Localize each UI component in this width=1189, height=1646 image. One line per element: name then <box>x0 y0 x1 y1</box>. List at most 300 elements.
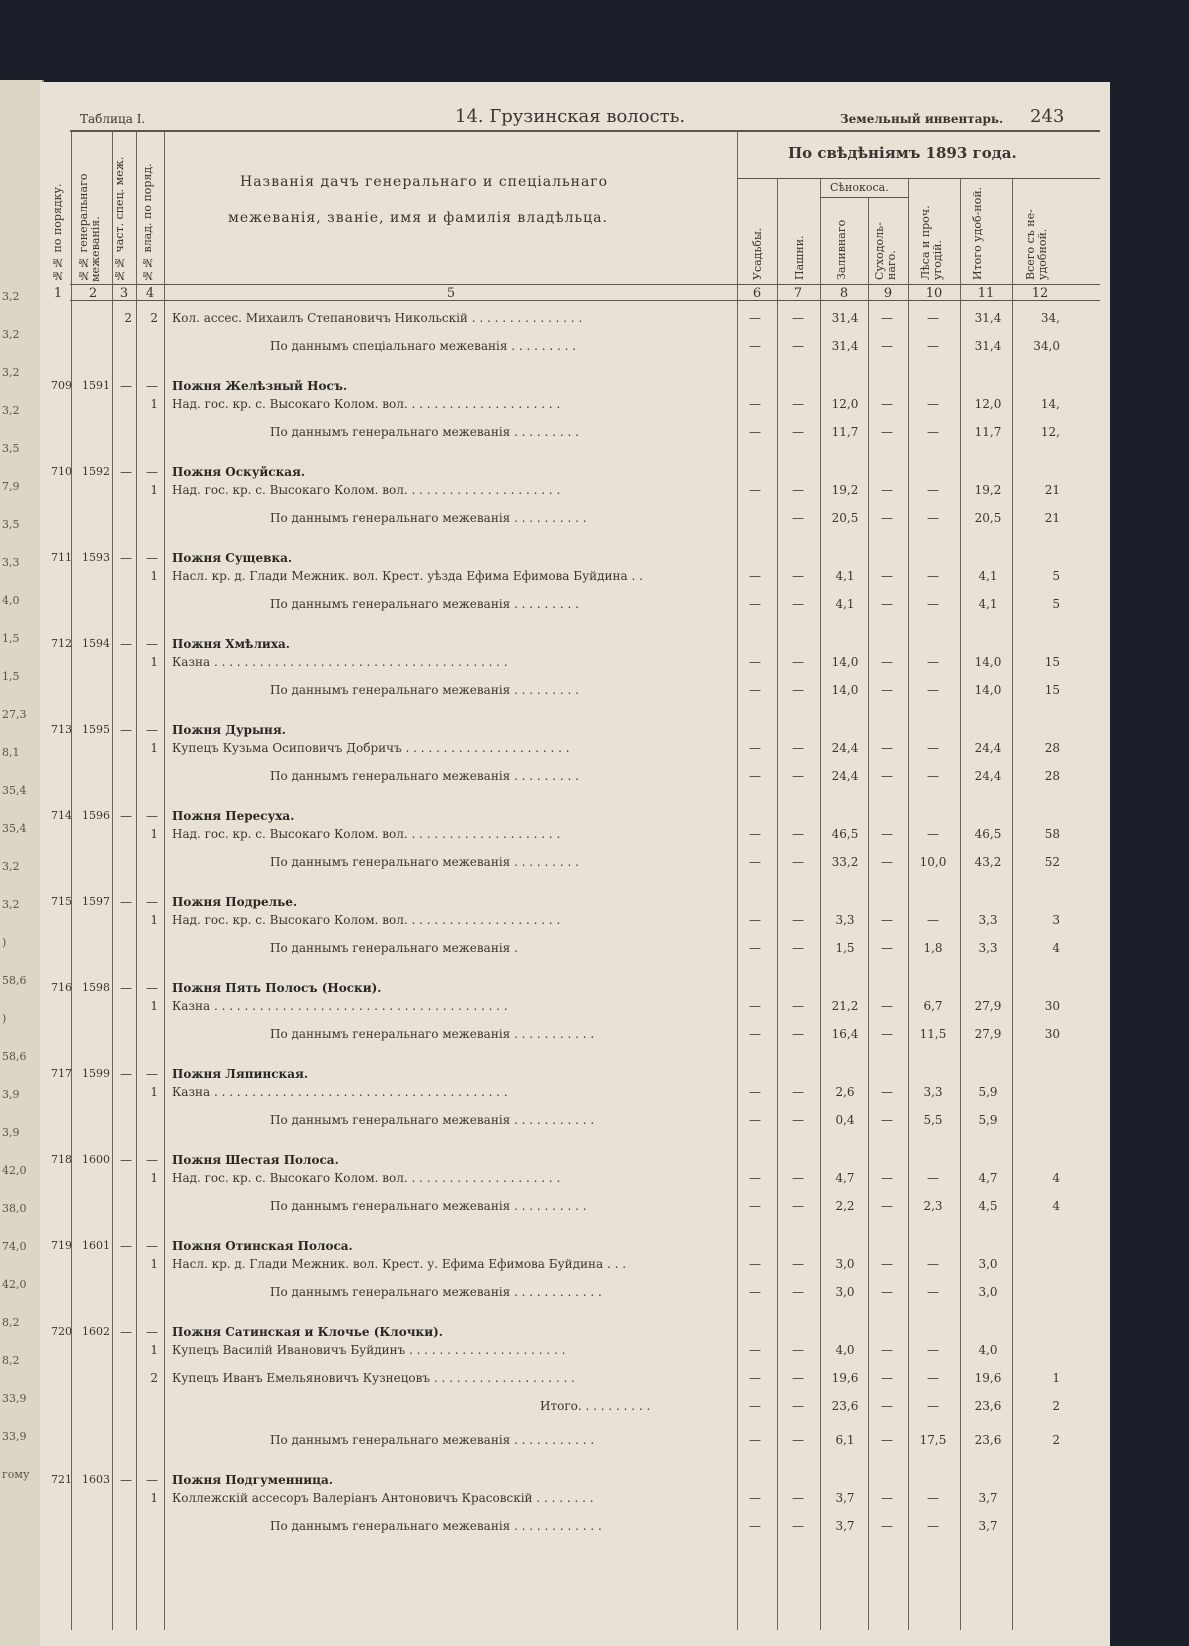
forest-value: — <box>927 683 939 697</box>
group-header: По свѣдѣніямъ 1893 года. <box>788 144 1017 162</box>
owner-number: 1 <box>150 1257 158 1271</box>
margin-number: 58,6 <box>2 974 27 987</box>
owner-number: 1 <box>150 741 158 755</box>
total-useful-value: 24,4 <box>974 769 1002 783</box>
survey-line: По даннымъ генеральнаго межеванія . . . . . . . . . <box>270 855 579 869</box>
total-useful-value: 12,0 <box>974 397 1002 411</box>
dry-hay-value: — <box>881 1519 893 1533</box>
dry-hay-value: — <box>881 855 893 869</box>
forest-value: — <box>927 1519 939 1533</box>
table-row <box>40 422 1110 446</box>
col8-header: Заливнаго <box>835 219 848 280</box>
parcel-name: Пожня Хмѣлиха. <box>172 637 290 651</box>
survey-line: Итого. . . . . . . . . . <box>540 1399 651 1413</box>
grand-total-value: 34,0 <box>1033 339 1060 353</box>
survey-line: По даннымъ генеральнаго межеванія . <box>270 941 518 955</box>
header-bottom-rule <box>70 284 1100 285</box>
survey-line: По даннымъ генеральнаго межеванія . . . . . . . . . . . <box>270 1027 595 1041</box>
table-row <box>40 852 1110 876</box>
forest-value: — <box>927 1399 939 1413</box>
table-row <box>40 1430 1110 1454</box>
table-row <box>40 566 1110 590</box>
total-useful-value: 4,5 <box>978 1199 998 1213</box>
flooded-hay-value: 4,1 <box>835 597 855 611</box>
estates-value: — <box>749 1285 761 1299</box>
forest-value: 10,0 <box>919 855 947 869</box>
colnum-11: 11 <box>977 286 995 301</box>
dry-hay-value: — <box>881 597 893 611</box>
dry-hay-value: — <box>881 655 893 669</box>
margin-number: 58,6 <box>2 1050 27 1063</box>
estates-value: — <box>749 941 761 955</box>
col5-header-line1: Названія дачъ генеральнаго и спеціальнаго <box>240 174 609 190</box>
flooded-hay-value: 3,0 <box>835 1285 855 1299</box>
grand-total-value: 4 <box>1052 1199 1060 1213</box>
flooded-hay-value: 31,4 <box>831 339 859 353</box>
margin-number: ) <box>2 936 7 949</box>
total-useful-value: 23,6 <box>974 1399 1002 1413</box>
flooded-hay-value: 3,7 <box>835 1519 855 1533</box>
col2-header: №№ генеральнаго межеванія. <box>77 173 102 282</box>
estates-value: — <box>749 1433 761 1447</box>
arable-value: — <box>792 855 804 869</box>
survey-line: По даннымъ генеральнаго межеванія . . . . . . . . . <box>270 769 579 783</box>
hay-rule <box>820 197 908 198</box>
dry-hay-value: — <box>881 827 893 841</box>
total-useful-value: 3,7 <box>978 1491 998 1505</box>
table-row <box>40 1282 1110 1306</box>
table-row <box>40 766 1110 790</box>
forest-value: — <box>927 1285 939 1299</box>
total-useful-value: 27,9 <box>974 1027 1002 1041</box>
owner-line: Казна . . . . . . . . . . . . . . . . . . . . . . . . . . . . . . . . . . . . . . . <box>172 655 508 669</box>
col12-header: Всего съ не-удобной. <box>1024 209 1049 280</box>
arable-value: — <box>792 1433 804 1447</box>
estates-value: — <box>749 655 761 669</box>
estates-value: — <box>749 999 761 1013</box>
estates-value: — <box>749 311 761 325</box>
general-survey-number: 1599 <box>82 1067 110 1080</box>
estates-value: — <box>749 1399 761 1413</box>
margin-number: 42,0 <box>2 1164 27 1177</box>
forest-value: — <box>927 655 939 669</box>
table-row <box>40 336 1110 360</box>
flooded-hay-value: 2,6 <box>835 1085 855 1099</box>
special-survey-number: — <box>120 809 132 823</box>
special-survey-number: 2 <box>124 311 132 325</box>
flooded-hay-value: 33,2 <box>831 855 859 869</box>
estates-value: — <box>749 1257 761 1271</box>
estates-value: — <box>749 855 761 869</box>
col7-header: Пашни. <box>793 235 806 280</box>
owner-line: Насл. кр. д. Глади Межник. вол. Крест. у. Ефима Ефимова Буйдина . . . <box>172 1257 627 1271</box>
grand-total-value: 52 <box>1044 855 1060 869</box>
dry-hay-value: — <box>881 311 893 325</box>
owner-number: — <box>146 637 158 651</box>
general-survey-number: 1603 <box>82 1473 110 1486</box>
flooded-hay-value: 4,1 <box>835 569 855 583</box>
total-useful-value: 19,6 <box>974 1371 1002 1385</box>
estates-value: — <box>749 1371 761 1385</box>
margin-number: 38,0 <box>2 1202 27 1215</box>
forest-value: — <box>927 397 939 411</box>
owner-number: — <box>146 465 158 479</box>
row-number: 711 <box>51 551 72 564</box>
forest-value: — <box>927 311 939 325</box>
survey-line: По даннымъ генеральнаго межеванія . . . . . . . . . . . . <box>270 1285 602 1299</box>
margin-number: гому <box>2 1468 30 1481</box>
total-useful-value: 31,4 <box>974 311 1002 325</box>
arable-value: — <box>792 511 804 525</box>
header-rule <box>70 130 1100 132</box>
arable-value: — <box>792 769 804 783</box>
margin-number: 3,2 <box>2 860 20 873</box>
total-useful-value: 4,1 <box>978 597 998 611</box>
margin-number: 8,2 <box>2 1354 20 1367</box>
parcel-name: Пожня Отинская Полоса. <box>172 1239 353 1253</box>
arable-value: — <box>792 1399 804 1413</box>
forest-value: — <box>927 597 939 611</box>
arable-value: — <box>792 1371 804 1385</box>
total-useful-value: 4,7 <box>978 1171 998 1185</box>
flooded-hay-value: 2,2 <box>835 1199 855 1213</box>
dry-hay-value: — <box>881 741 893 755</box>
owner-number: 1 <box>150 1085 158 1099</box>
special-survey-number: — <box>120 723 132 737</box>
grand-total-value: 58 <box>1044 827 1060 841</box>
estates-value: — <box>749 1343 761 1357</box>
general-survey-number: 1597 <box>82 895 110 908</box>
total-useful-value: 4,0 <box>978 1343 998 1357</box>
forest-value: — <box>927 511 939 525</box>
table-row <box>40 824 1110 848</box>
row-number: 721 <box>51 1473 72 1486</box>
forest-value: 2,3 <box>923 1199 943 1213</box>
arable-value: — <box>792 827 804 841</box>
forest-value: 6,7 <box>923 999 943 1013</box>
margin-number: 1,5 <box>2 632 20 645</box>
arable-value: — <box>792 1285 804 1299</box>
estates-value: — <box>749 769 761 783</box>
forest-value: — <box>927 339 939 353</box>
table-row <box>40 1024 1110 1048</box>
total-useful-value: 24,4 <box>974 741 1002 755</box>
forest-value: — <box>927 741 939 755</box>
row-number: 717 <box>51 1067 72 1080</box>
row-number: 710 <box>51 465 72 478</box>
margin-number: 35,4 <box>2 784 27 797</box>
total-useful-value: 43,2 <box>974 855 1002 869</box>
total-useful-value: 3,0 <box>978 1257 998 1271</box>
flooded-hay-value: 14,0 <box>831 683 859 697</box>
estates-value: — <box>749 1027 761 1041</box>
arable-value: — <box>792 483 804 497</box>
arable-value: — <box>792 1491 804 1505</box>
arable-value: — <box>792 1113 804 1127</box>
forest-value: — <box>927 425 939 439</box>
dry-hay-value: — <box>881 1027 893 1041</box>
special-survey-number: — <box>120 465 132 479</box>
estates-value: — <box>749 569 761 583</box>
margin-number: 74,0 <box>2 1240 27 1253</box>
table-row <box>40 1196 1110 1220</box>
special-survey-number: — <box>120 1067 132 1081</box>
forest-value: — <box>927 1371 939 1385</box>
table-row <box>40 480 1110 504</box>
grand-total-value: 12, <box>1040 425 1060 439</box>
total-useful-value: 19,2 <box>974 483 1002 497</box>
col5-header-line2: межеванія, званіе, имя и фамилія владѣльца. <box>228 210 608 226</box>
owner-number: — <box>146 723 158 737</box>
hay-group-header: Сѣнокоса. <box>830 181 889 194</box>
margin-number: 35,4 <box>2 822 27 835</box>
flooded-hay-value: 23,6 <box>831 1399 859 1413</box>
parcel-name: Пожня Оскуйская. <box>172 465 306 479</box>
table-row <box>40 1396 1110 1420</box>
margin-number: 3,2 <box>2 290 20 303</box>
survey-line: По даннымъ генеральнаго межеванія . . . . . . . . . . . <box>270 1433 595 1447</box>
general-survey-number: 1591 <box>82 379 110 392</box>
page-number: 243 <box>1030 106 1065 127</box>
dry-hay-value: — <box>881 913 893 927</box>
total-useful-value: 4,1 <box>978 569 998 583</box>
grand-total-value: 4 <box>1052 941 1060 955</box>
grand-total-value: 15 <box>1044 655 1060 669</box>
general-survey-number: 1602 <box>82 1325 110 1338</box>
special-survey-number: — <box>120 379 132 393</box>
owner-number: 1 <box>150 397 158 411</box>
owner-line: Над. гос. кр. с. Высокаго Колом. вол. . . . . . . . . . . . . . . . . . . . . <box>172 483 561 497</box>
margin-number: 42,0 <box>2 1278 27 1291</box>
col4-header: №№ влад. по поряд. <box>141 163 154 282</box>
arable-value: — <box>792 941 804 955</box>
arable-value: — <box>792 655 804 669</box>
dry-hay-value: — <box>881 1491 893 1505</box>
forest-value: — <box>927 1257 939 1271</box>
owner-number: 1 <box>150 655 158 669</box>
dry-hay-value: — <box>881 569 893 583</box>
estates-value: — <box>749 597 761 611</box>
survey-line: По даннымъ генеральнаго межеванія . . . . . . . . . <box>270 425 579 439</box>
arable-value: — <box>792 913 804 927</box>
col6-header: Усадьбы. <box>751 227 764 280</box>
colnum-6: 6 <box>752 286 762 301</box>
owner-number: — <box>146 1473 158 1487</box>
col3-header: №№ част. спец. меж. <box>113 156 126 282</box>
forest-value: — <box>927 1343 939 1357</box>
col1-header: №№ по порядку. <box>51 183 64 282</box>
grand-total-value: 2 <box>1052 1399 1060 1413</box>
owner-number: 1 <box>150 913 158 927</box>
dry-hay-value: — <box>881 1343 893 1357</box>
owner-number: 1 <box>150 569 158 583</box>
grand-total-value: 5 <box>1052 569 1060 583</box>
arable-value: — <box>792 1199 804 1213</box>
flooded-hay-value: 24,4 <box>831 769 859 783</box>
special-survey-number: — <box>120 1239 132 1253</box>
total-useful-value: 20,5 <box>974 511 1002 525</box>
special-survey-number: — <box>120 981 132 995</box>
owner-number: — <box>146 379 158 393</box>
margin-number: ) <box>2 1012 7 1025</box>
margin-number: 3,2 <box>2 898 20 911</box>
margin-number: 1,5 <box>2 670 20 683</box>
survey-line: По даннымъ генеральнаго межеванія . . . . . . . . . <box>270 683 579 697</box>
flooded-hay-value: 1,5 <box>835 941 855 955</box>
row-number: 719 <box>51 1239 72 1252</box>
parcel-name: Пожня Пять Полосъ (Носки). <box>172 981 382 995</box>
owner-number: 1 <box>150 999 158 1013</box>
total-useful-value: 31,4 <box>974 339 1002 353</box>
owner-line: Казна . . . . . . . . . . . . . . . . . . . . . . . . . . . . . . . . . . . . . . . <box>172 1085 508 1099</box>
margin-number: 7,9 <box>2 480 20 493</box>
survey-line: По даннымъ генеральнаго межеванія . . . . . . . . . . <box>270 1199 587 1213</box>
grand-total-value: 34, <box>1040 311 1060 325</box>
forest-value: — <box>927 769 939 783</box>
row-number: 709 <box>51 379 72 392</box>
parcel-name: Пожня Подгуменница. <box>172 1473 333 1487</box>
owner-line: Над. гос. кр. с. Высокаго Колом. вол. . . . . . . . . . . . . . . . . . . . . <box>172 913 561 927</box>
parcel-name: Пожня Шестая Полоса. <box>172 1153 339 1167</box>
flooded-hay-value: 3,3 <box>835 913 855 927</box>
colnum-8: 8 <box>839 286 849 301</box>
table-row <box>40 1110 1110 1134</box>
owner-number: 1 <box>150 483 158 497</box>
col10-header: Лѣса и проч. угодій. <box>919 205 944 280</box>
colnum-1: 1 <box>53 286 63 301</box>
general-survey-number: 1601 <box>82 1239 110 1252</box>
dry-hay-value: — <box>881 339 893 353</box>
total-useful-value: 14,0 <box>974 683 1002 697</box>
flooded-hay-value: 3,0 <box>835 1257 855 1271</box>
flooded-hay-value: 31,4 <box>831 311 859 325</box>
table-row <box>40 1168 1110 1192</box>
flooded-hay-value: 16,4 <box>831 1027 859 1041</box>
forest-value: 1,8 <box>923 941 943 955</box>
table-row <box>40 680 1110 704</box>
arable-value: — <box>792 1085 804 1099</box>
owner-number: — <box>146 1153 158 1167</box>
owner-number: — <box>146 1325 158 1339</box>
table-row <box>40 1516 1110 1540</box>
colnum-2: 2 <box>88 286 98 301</box>
margin-number: 3,3 <box>2 556 20 569</box>
table-row <box>40 394 1110 418</box>
flooded-hay-value: 12,0 <box>831 397 859 411</box>
estates-value: — <box>749 913 761 927</box>
document-page <box>40 82 1110 1646</box>
forest-value: — <box>927 569 939 583</box>
flooded-hay-value: 3,7 <box>835 1491 855 1505</box>
table-row <box>40 652 1110 676</box>
total-useful-value: 3,7 <box>978 1519 998 1533</box>
colnum-12: 12 <box>1031 286 1049 301</box>
margin-number: 3,2 <box>2 328 20 341</box>
margin-number: 8,1 <box>2 746 20 759</box>
arable-value: — <box>792 425 804 439</box>
estates-value: — <box>749 1491 761 1505</box>
general-survey-number: 1593 <box>82 551 110 564</box>
forest-value: — <box>927 1171 939 1185</box>
row-number: 715 <box>51 895 72 908</box>
owner-line: Казна . . . . . . . . . . . . . . . . . . . . . . . . . . . . . . . . . . . . . . . <box>172 999 508 1013</box>
dry-hay-value: — <box>881 999 893 1013</box>
page-title: 14. Грузинская волость. <box>455 106 686 127</box>
col9-header: Суходоль-наго. <box>873 222 898 280</box>
owner-number: — <box>146 809 158 823</box>
estates-value: — <box>749 1519 761 1533</box>
table-row <box>40 1488 1110 1512</box>
dry-hay-value: — <box>881 1399 893 1413</box>
owner-number: — <box>146 551 158 565</box>
dry-hay-value: — <box>881 1171 893 1185</box>
grand-total-value: 28 <box>1044 741 1060 755</box>
estates-value: — <box>749 683 761 697</box>
survey-line: По даннымъ спеціальнаго межеванія . . . . . . . . . <box>270 339 577 353</box>
colnum-3: 3 <box>119 286 129 301</box>
margin-number: 3,5 <box>2 518 20 531</box>
parcel-name: Пожня Подрелье. <box>172 895 298 909</box>
general-survey-number: 1598 <box>82 981 110 994</box>
special-survey-number: — <box>120 637 132 651</box>
grand-total-value: 1 <box>1052 1371 1060 1385</box>
margin-number: 3,9 <box>2 1088 20 1101</box>
total-useful-value: 5,9 <box>978 1085 998 1099</box>
table-row <box>40 938 1110 962</box>
estates-value: — <box>749 483 761 497</box>
grand-total-value: 21 <box>1044 483 1060 497</box>
dry-hay-value: — <box>881 425 893 439</box>
margin-number: 8,2 <box>2 1316 20 1329</box>
flooded-hay-value: 21,2 <box>831 999 859 1013</box>
grand-total-value: 15 <box>1044 683 1060 697</box>
flooded-hay-value: 6,1 <box>835 1433 855 1447</box>
row-number: 713 <box>51 723 72 736</box>
total-useful-value: 23,6 <box>974 1433 1002 1447</box>
row-number: 720 <box>51 1325 72 1338</box>
survey-line: По даннымъ генеральнаго межеванія . . . . . . . . . . . <box>270 1113 595 1127</box>
general-survey-number: 1596 <box>82 809 110 822</box>
estates-value: — <box>749 397 761 411</box>
total-useful-value: 3,3 <box>978 913 998 927</box>
general-survey-number: 1600 <box>82 1153 110 1166</box>
estates-value: — <box>749 1085 761 1099</box>
owner-line: Купецъ Кузьма Осиповичъ Добричъ . . . . . . . . . . . . . . . . . . . . . . <box>172 741 570 755</box>
margin-number: 4,0 <box>2 594 20 607</box>
arable-value: — <box>792 741 804 755</box>
parcel-name: Пожня Дурыня. <box>172 723 286 737</box>
flooded-hay-value: 46,5 <box>831 827 859 841</box>
arable-value: — <box>792 311 804 325</box>
colnum-9: 9 <box>883 286 893 301</box>
owner-number: — <box>146 1067 158 1081</box>
arable-value: — <box>792 339 804 353</box>
parcel-name: Пожня Пересуха. <box>172 809 295 823</box>
section-name: Земельный инвентарь. <box>840 112 1004 126</box>
margin-number: 3,5 <box>2 442 20 455</box>
forest-value: 17,5 <box>919 1433 947 1447</box>
dry-hay-value: — <box>881 511 893 525</box>
total-useful-value: 3,0 <box>978 1285 998 1299</box>
estates-value: — <box>749 1113 761 1127</box>
colnum-4: 4 <box>145 286 155 301</box>
grand-total-value: 5 <box>1052 597 1060 611</box>
row-number: 718 <box>51 1153 72 1166</box>
estates-value: — <box>749 1171 761 1185</box>
special-survey-number: — <box>120 1473 132 1487</box>
owner-line: Коллежскій ассесоръ Валеріанъ Антоновичъ Красовскій . . . . . . . . <box>172 1491 594 1505</box>
dry-hay-value: — <box>881 941 893 955</box>
